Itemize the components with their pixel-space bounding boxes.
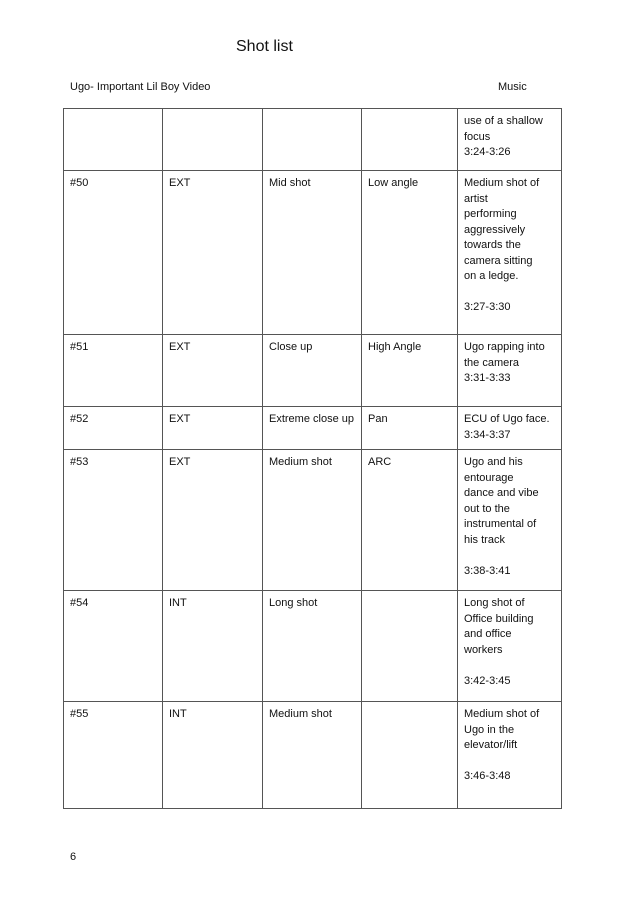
shot-number-cell: #54 xyxy=(64,591,163,702)
shot-number-cell: #50 xyxy=(64,171,163,335)
description-text: Medium shot of artist performing aggressively towards the camera sitting on a ledge. xyxy=(464,177,540,282)
category-label: Music xyxy=(498,81,527,93)
table-row xyxy=(64,109,562,171)
shot-type-cell: Extreme close up xyxy=(263,407,362,450)
spacer xyxy=(464,658,555,674)
description-text: ECU of Ugo face. xyxy=(464,413,550,425)
page-number: 6 xyxy=(70,851,77,863)
description-text: use of a shallow focus xyxy=(464,115,543,143)
table-row xyxy=(64,407,562,450)
timecode: 3:38-3:41 xyxy=(464,564,511,577)
description-cell xyxy=(458,407,562,450)
shot-number-cell xyxy=(64,109,163,171)
description-cell xyxy=(458,450,562,591)
camera-angle-cell: ARC xyxy=(362,450,458,591)
location-cell: EXT xyxy=(163,171,263,335)
camera-angle-cell: Pan xyxy=(362,407,458,450)
timecode: 3:42-3:45 xyxy=(464,674,511,687)
shot-type-cell: Medium shot xyxy=(263,450,362,591)
shot-number-cell: #53 xyxy=(64,450,163,591)
table-row xyxy=(64,450,562,591)
timecode: 3:27-3:30 xyxy=(464,301,511,313)
description-text: Medium shot of Ugo in the elevator/lift xyxy=(464,708,540,751)
shot-number-cell: #52 xyxy=(64,407,163,450)
timecode: 3:24-3:26 xyxy=(464,146,511,158)
camera-angle-cell xyxy=(362,702,458,809)
location-cell: INT xyxy=(163,702,263,809)
description-cell xyxy=(458,591,562,702)
shot-list-table xyxy=(63,108,562,809)
location-cell: EXT xyxy=(163,407,263,450)
description-text: Ugo rapping into the camera xyxy=(464,341,545,369)
shot-list-body xyxy=(64,109,562,809)
location-cell xyxy=(163,109,263,171)
description-cell xyxy=(458,109,562,171)
spacer xyxy=(464,285,555,301)
shot-number-cell: #51 xyxy=(64,335,163,407)
table-row xyxy=(64,335,562,407)
table-row xyxy=(64,171,562,335)
location-cell: EXT xyxy=(163,450,263,591)
spacer xyxy=(464,754,555,770)
table-row xyxy=(64,591,562,702)
shot-type-cell: Medium shot xyxy=(263,702,362,809)
camera-angle-cell: Low angle xyxy=(362,171,458,335)
shot-type-cell xyxy=(263,109,362,171)
description-cell xyxy=(458,702,562,809)
shot-type-cell: Long shot xyxy=(263,591,362,702)
video-title: Ugo- Important Lil Boy Video xyxy=(70,81,211,93)
location-cell: EXT xyxy=(163,335,263,407)
camera-angle-cell xyxy=(362,109,458,171)
camera-angle-cell: High Angle xyxy=(362,335,458,407)
timecode: 3:46-3:48 xyxy=(464,770,511,782)
page-title: Shot list xyxy=(236,38,293,55)
table-row xyxy=(64,702,562,809)
timecode: 3:31-3:33 xyxy=(464,372,511,384)
description-cell xyxy=(458,335,562,407)
description-cell xyxy=(458,171,562,335)
shot-type-cell: Mid shot xyxy=(263,171,362,335)
spacer xyxy=(464,548,555,564)
timecode: 3:34-3:37 xyxy=(464,428,511,441)
location-cell: INT xyxy=(163,591,263,702)
shot-type-cell: Close up xyxy=(263,335,362,407)
description-text: Ugo and his entourage dance and vibe out to the instrumental of his track xyxy=(464,456,539,546)
shot-number-cell: #55 xyxy=(64,702,163,809)
description-text: Long shot of Office building and office workers xyxy=(464,597,534,656)
camera-angle-cell xyxy=(362,591,458,702)
